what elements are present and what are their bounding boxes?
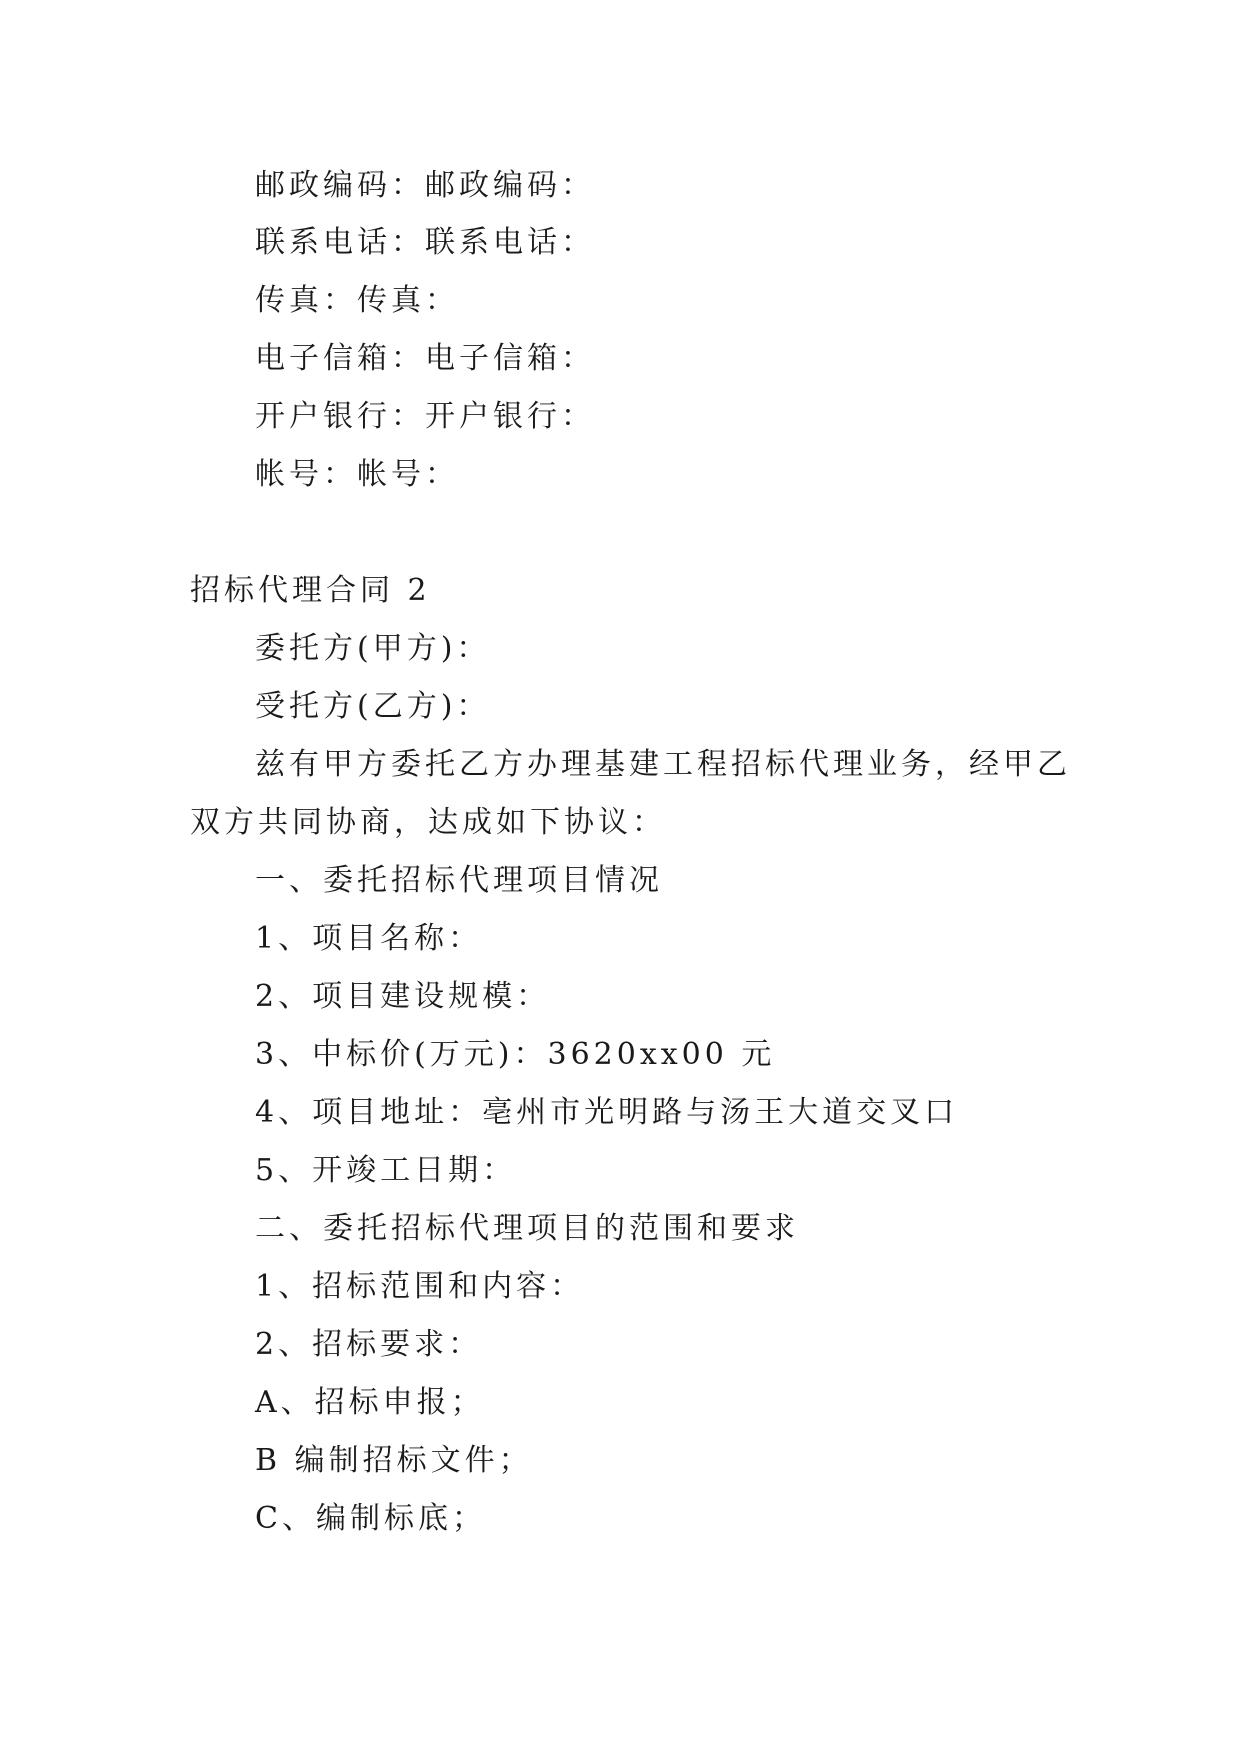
email-line: 电子信箱：电子信箱： [255,341,595,376]
part1-item: 4、项目地址：亳州市光明路与汤王大道交叉口 [255,1095,959,1130]
part1-item: 1、项目名称： [255,921,483,956]
party-b-line: 受托方(乙方)： [255,689,491,724]
part2-item: 1、招标范围和内容： [255,1269,585,1304]
account-line: 帐号：帐号： [255,457,459,492]
bank-line: 开户银行：开户银行： [255,399,595,434]
part1-item: 5、开竣工日期： [255,1153,517,1188]
part1-heading: 一、委托招标代理项目情况 [255,863,663,898]
part1-item: 3、中标价(万元)：3620xx00 元 [255,1037,776,1072]
postal-code-line: 邮政编码：邮政编码： [255,168,595,203]
section-title: 招标代理合同 2 [190,573,431,608]
part2-heading: 二、委托招标代理项目的范围和要求 [255,1211,799,1246]
intro-paragraph-line-2: 双方共同协商，达成如下协议： [190,805,666,840]
intro-paragraph-line-1: 兹有甲方委托乙方办理基建工程招标代理业务，经甲乙 [255,747,1071,782]
party-a-line: 委托方(甲方)： [255,631,491,666]
part2-item: A、招标申报； [255,1385,485,1420]
phone-line: 联系电话：联系电话： [255,225,595,260]
fax-line: 传真：传真： [255,283,459,318]
part1-item: 2、项目建设规模： [255,979,551,1014]
part2-item: 2、招标要求： [255,1327,483,1362]
part2-item: B 编制招标文件； [255,1443,533,1478]
part2-item: C、编制标底； [255,1501,486,1536]
